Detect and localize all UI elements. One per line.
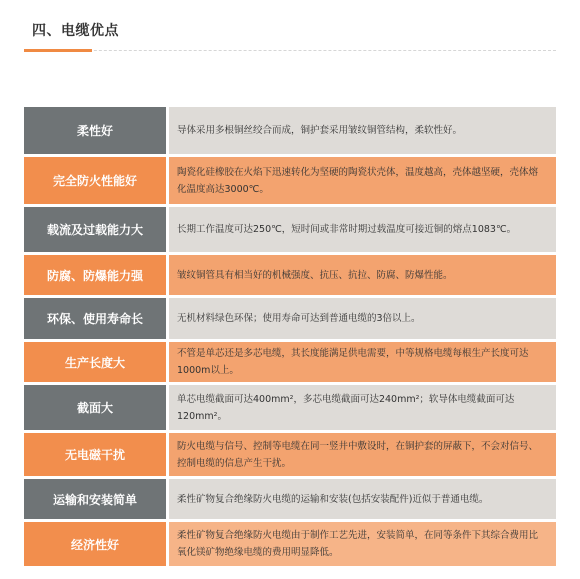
row-description	[169, 433, 556, 476]
row-label: 完全防火性能好	[24, 157, 166, 204]
row-description-text: 柔性矿物复合绝缘防火电缆的运输和安装(包括安装配件)近似于普通电缆。	[177, 493, 489, 505]
row-description	[169, 342, 556, 382]
row-label: 防腐、防爆能力强	[24, 255, 166, 295]
row-label: 截面大	[24, 385, 166, 430]
table-row	[24, 479, 556, 519]
title-divider	[24, 50, 556, 51]
table-row	[24, 522, 556, 566]
row-description	[169, 479, 556, 519]
row-description	[169, 255, 556, 295]
table-row	[24, 342, 556, 382]
row-description-text: 防火电缆与信号、控制等电缆在同一竖井中敷设时，在铜护套的屏蔽下，不会对信号、控制电缆的信息产生干扰。	[177, 440, 539, 469]
section-title: 四、电缆优点	[32, 23, 119, 39]
row-description-text: 不管是单芯还是多芯电缆，其长度能满足供电需要，中等规格电缆每根生产长度可达1000m以上。	[177, 348, 529, 376]
row-label: 经济性好	[24, 522, 166, 566]
row-description	[169, 157, 556, 204]
table-row	[24, 107, 556, 154]
table-row	[24, 385, 556, 430]
table-row	[24, 207, 556, 252]
table-row	[24, 433, 556, 476]
row-description	[169, 107, 556, 154]
table-row	[24, 255, 556, 295]
row-description-text: 皱纹铜管具有相当好的机械强度、抗压、抗拉、防腐、防爆性能。	[177, 269, 453, 281]
row-description	[169, 207, 556, 252]
row-description-text: 长期工作温度可达250℃，短时间或非常时期过载温度可接近铜的熔点1083℃。	[177, 224, 517, 235]
row-label: 无电磁干扰	[24, 433, 166, 476]
advantages-table	[24, 107, 556, 569]
row-description-text: 导体采用多根铜丝绞合而成，铜护套采用皱纹铜管结构，柔软性好。	[177, 125, 463, 136]
row-description	[169, 298, 556, 339]
row-label: 生产长度大	[24, 342, 166, 382]
row-label: 环保、使用寿命长	[24, 298, 166, 339]
row-label: 运输和安装简单	[24, 479, 166, 519]
row-description	[169, 522, 556, 566]
row-description-text: 柔性矿物复合绝缘防火电缆由于制作工艺先进，安装简单，在同等条件下其综合费用比氧化镁矿物绝缘电缆的费用明显降低。	[177, 530, 539, 558]
table-row	[24, 157, 556, 204]
row-description-text: 陶瓷化硅橡胶在火焰下迅速转化为坚硬的陶瓷状壳体，温度越高，壳体越坚硬，壳体熔化温度高达3000℃。	[177, 166, 539, 195]
row-label: 柔性好	[24, 107, 166, 154]
row-description-text: 无机材料绿色环保；使用寿命可达到普通电缆的3倍以上。	[177, 313, 421, 324]
row-description-text: 单芯电缆截面可达400mm²，多芯电缆截面可达240mm²；软导体电缆截面可达120mm²。	[177, 393, 515, 422]
row-description	[169, 385, 556, 430]
row-label: 载流及过载能力大	[24, 207, 166, 252]
title-accent-bar	[24, 49, 92, 52]
table-row	[24, 298, 556, 339]
